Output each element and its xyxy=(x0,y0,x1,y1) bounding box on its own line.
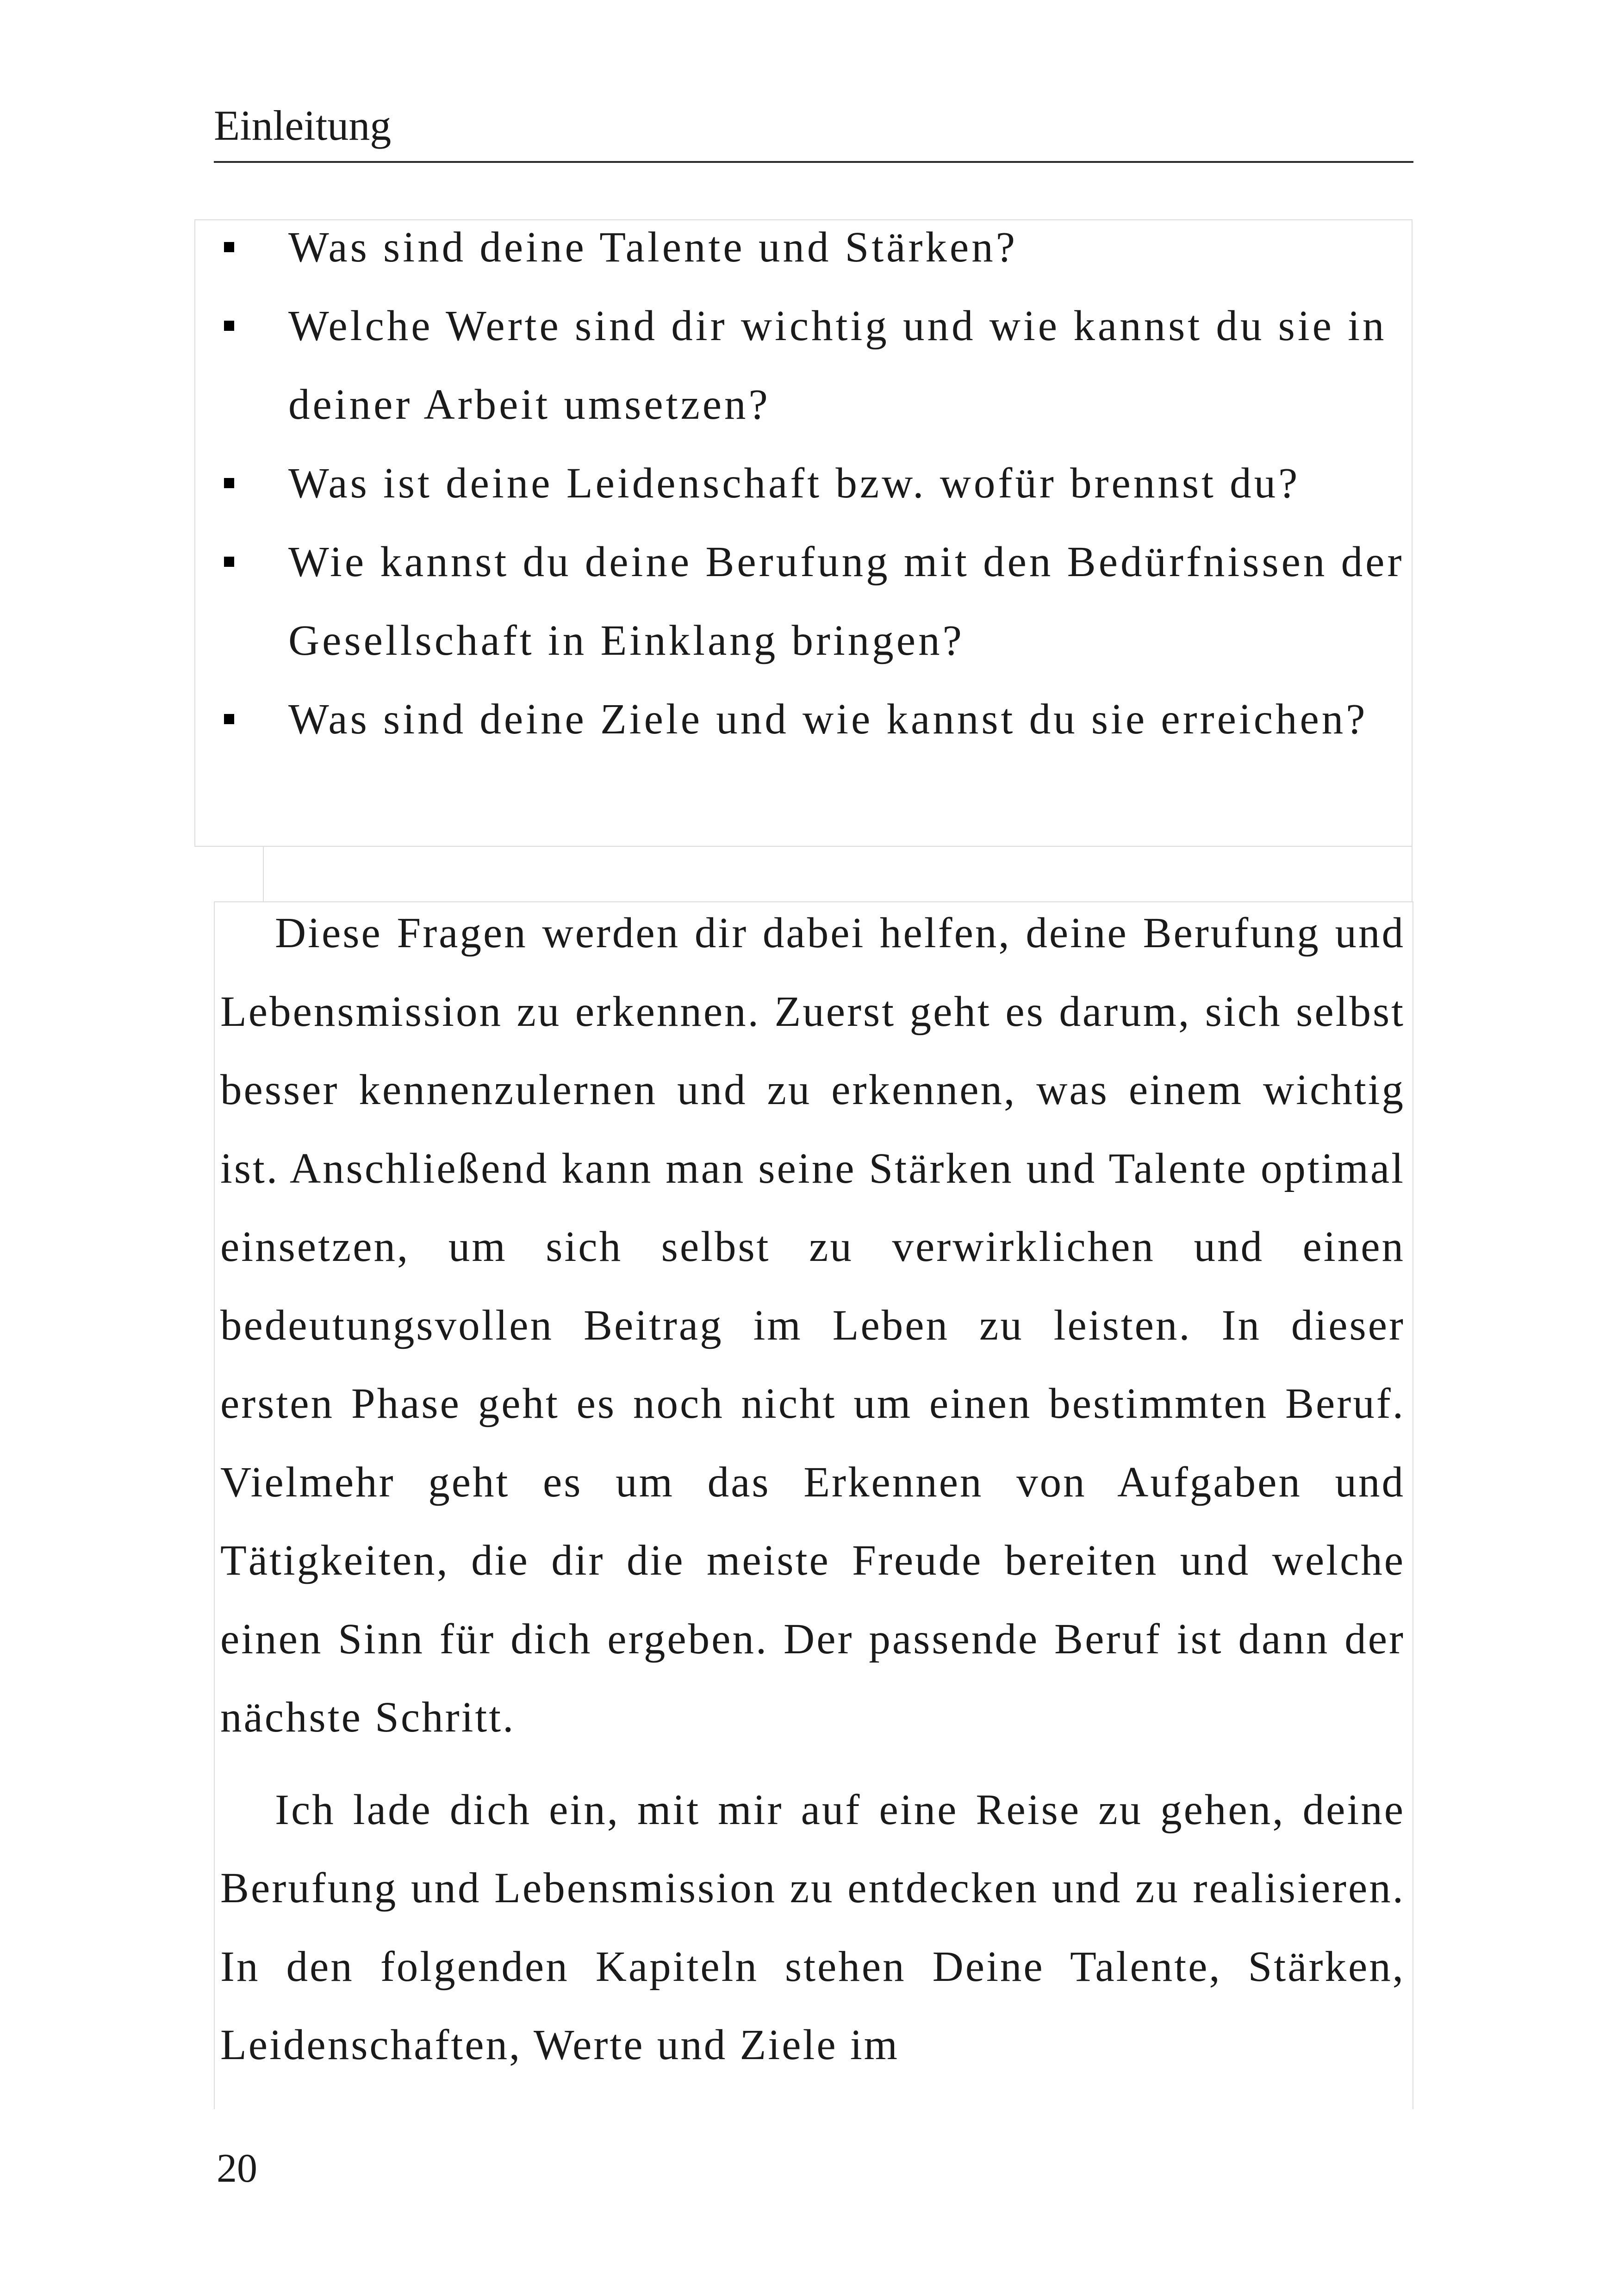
list-item xyxy=(222,287,1407,444)
square-bullet-icon xyxy=(224,557,234,567)
paragraph-2: Ich lade dich ein, mit mir auf eine Reise zu gehen, deine Berufung und Lebensmission zu entdecken und zu realisieren. In den folgenden Kapiteln stehen Deine Talente, Stärken, Leidenschaften, Werte und Ziele im xyxy=(220,1786,1405,2069)
square-bullet-icon xyxy=(224,478,234,488)
list-item-text: Was ist deine Leidenschaft bzw. wofür brennst du? xyxy=(288,459,1301,507)
list-item-text: Welche Werte sind dir wichtig und wie kannst du sie in deiner Arbeit umsetzen? xyxy=(288,302,1387,428)
square-bullet-icon xyxy=(224,714,234,724)
list-item xyxy=(222,680,1407,759)
list-item-text: Was sind deine Talente und Stärken? xyxy=(288,223,1018,271)
list-frame-tail xyxy=(263,847,1413,901)
list-item-text: Wie kannst du deine Berufung mit den Bedürfnissen der Gesellschaft in Einklang bringen? xyxy=(288,538,1405,664)
square-bullet-icon xyxy=(224,242,234,252)
question-list xyxy=(222,208,1407,759)
list-item xyxy=(222,523,1407,680)
list-item xyxy=(222,444,1407,523)
running-header-title: Einleitung xyxy=(214,102,392,149)
list-item-text: Was sind deine Ziele und wie kannst du sie erreichen? xyxy=(288,695,1368,743)
paragraph-1: Diese Fragen werden dir dabei helfen, deine Berufung und Lebensmission zu erkennen. Zuerst geht es darum, sich selbst besser kennenzulernen und zu erkennen, was einem wichtig ist. Anschließend kann man seine Stärken und Talente optimal einsetzen, um sich selbst zu verwirklichen und einen bedeutungsvollen Beitrag im Leben zu leisten. In dieser ersten Phase geht es noch nicht um einen bestimmten Beruf. Vielmehr geht es um das Erkennen von Aufgaben und Tätigkeiten, die dir die meiste Freude bereiten und welche einen Sinn für dich ergeben. Der passende Beruf ist dann der nächste Schritt. xyxy=(220,909,1405,1741)
list-item xyxy=(222,208,1407,287)
square-bullet-icon xyxy=(224,321,234,331)
header-rule xyxy=(214,161,1413,163)
body-text xyxy=(220,894,1405,2085)
page-number: 20 xyxy=(217,2146,257,2191)
